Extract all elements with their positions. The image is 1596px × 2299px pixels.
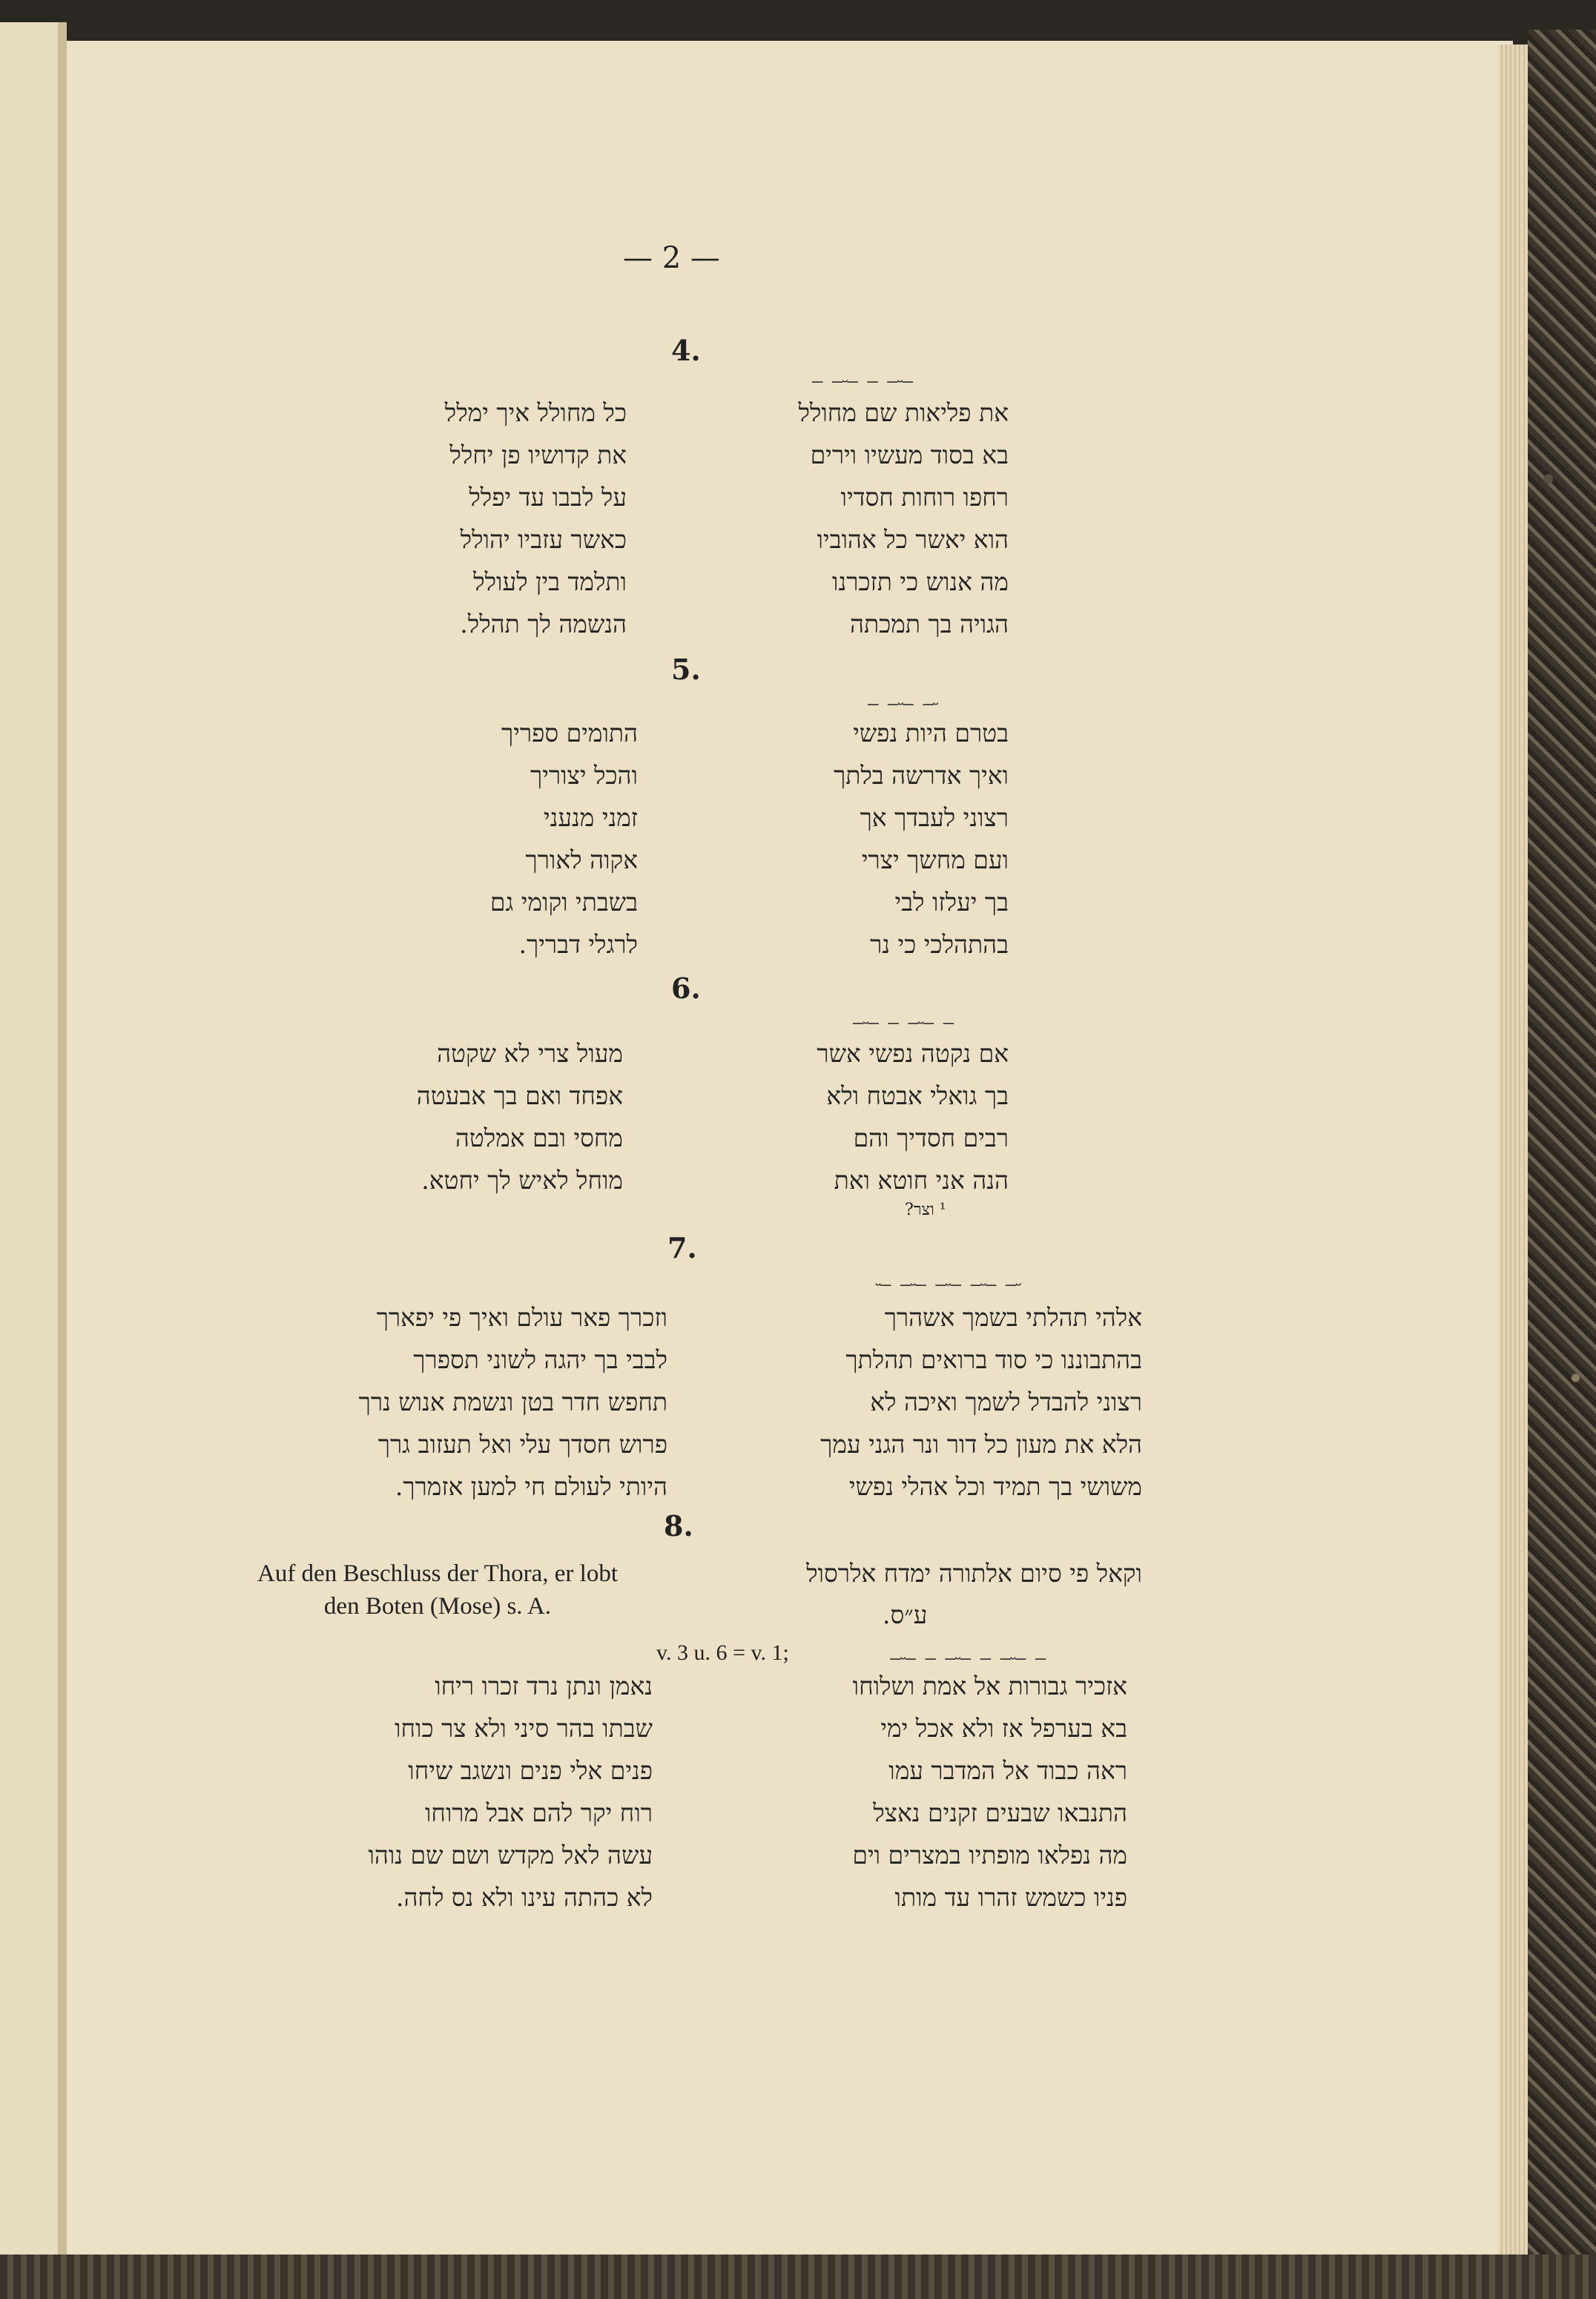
verse-line: את פליאות שם מחולל (798, 398, 1009, 427)
german-heading-line: den Boten (Mose) s. A. (323, 1593, 552, 1620)
verse-line: בהתבוננו כי סוד ברואים תהלתך (845, 1345, 1142, 1374)
verse-line: תחפש חדר בטן ונשמת אנוש נרך (358, 1388, 667, 1416)
verse-line: זמני מנעני (544, 803, 638, 832)
verse-line: מוחל לאיש לך יחטא. (421, 1166, 623, 1195)
verse-line: מה נפלאו מופתיו במצרים וים (852, 1841, 1127, 1870)
verse-line: ואיך אדרשה בלתך (834, 761, 1009, 790)
verse-line: על לבבו עד יפלל (469, 483, 627, 512)
verse-line: הגויה בך תמכתה (850, 610, 1009, 639)
verse-line: והכל יצוריך (530, 761, 638, 790)
verse-line: בך יעלזו לבי (894, 888, 1009, 917)
verse-line: אלהי תהלתי בשמך אשהרך (884, 1303, 1142, 1332)
german-heading-line: Auf den Beschluss der Thora, er lobt (257, 1560, 619, 1587)
verse-line: רצוני להבדל לשמך ואיכה לא (870, 1388, 1142, 1416)
verse-line: מעול צרי לא שקטה (437, 1039, 623, 1068)
verse-line: בך גואלי אבטח ולא (826, 1081, 1009, 1110)
footnote: ¹ וצר? (905, 1201, 946, 1219)
verse-line: נאמן ונתן נרד זכרו ריחו (435, 1672, 653, 1701)
verse-line: ועם מחשך יצרי (861, 845, 1009, 874)
verse-line: היותי לעולם חי למען אזמרך. (395, 1472, 667, 1501)
section-heading-german (208, 1557, 667, 1623)
poem-number: 4. (671, 334, 701, 367)
poem-number: 7. (667, 1231, 697, 1264)
verse-line: התומים ספריך (501, 719, 638, 748)
meter-scheme: –⏑– – –⏑– – –⏑– – (890, 1648, 1046, 1669)
verse-line: אפחד ואם בך אבעטה (416, 1081, 623, 1110)
verse-line: לרגלי דבריך. (518, 930, 638, 959)
marbled-cover-edge (1528, 30, 1596, 2277)
meter-note: v. 3 u. 6 = v. 1; (656, 1640, 789, 1665)
verse-line: אם נקטה נפשי אשר (817, 1039, 1009, 1068)
poem-left-column (326, 712, 638, 966)
verse-line: ראה כבוד אל המדבר עמו (888, 1756, 1127, 1785)
verse-line: הנשמה לך תהלל. (460, 610, 627, 639)
verse-line: הלא את מעון כל דור ונר הגני עמך (820, 1430, 1142, 1459)
verse-line: בהתהלכי כי נר (870, 930, 1009, 959)
poem-right-column (690, 712, 1009, 966)
verse-line: כאשר עזביו יהולל (460, 525, 627, 554)
meter-scheme: –⏑– – –⏑– – (853, 1012, 954, 1033)
poem-number: 6. (671, 972, 701, 1005)
poem-left-column (267, 1665, 653, 1919)
page-number-header: — 2 — (623, 241, 720, 275)
verse-line: פרוש חסדך עלי ואל תעזוב גרך (377, 1430, 667, 1459)
verse-line: פנים אלי פנים ונשגב שיחו (408, 1756, 653, 1785)
verse-line: בא בערפל אז ולא אכל ימי (880, 1714, 1127, 1743)
verse-line: מה אנוש כי תזכרנו (832, 567, 1009, 596)
meter-scheme: – –⏑– –⏑ (868, 693, 938, 714)
book-gutter (58, 22, 67, 2255)
verse-line: הנה אני חוטא ואת (834, 1166, 1009, 1195)
verse-line: הוא יאשר כל אהוביו (817, 525, 1009, 554)
meter-scheme: ⏑– –⏑– –⏑– –⏑– –⏑ (875, 1274, 1021, 1295)
poem-right-column (690, 1296, 1142, 1508)
poem-left-column (267, 1296, 667, 1508)
verse-line: משושי בך תמיד וכל אהלי נפשי (848, 1472, 1142, 1501)
poem-number: 8. (664, 1509, 693, 1543)
verse-line: עשה לאל מקדש ושם שם נוהו (368, 1841, 653, 1870)
poem-left-column (326, 392, 627, 645)
section-heading-judeo-arabic-cont: ע״ס. (883, 1600, 928, 1629)
verse-line: רבים חסדיך והם (853, 1124, 1009, 1152)
verse-line: בשבתי וקומי גם (489, 888, 638, 917)
poem-number: 5. (671, 653, 701, 686)
poem-right-column (705, 1665, 1127, 1919)
verse-line: מחסי ובם אמלטה (455, 1124, 623, 1152)
verse-line: לא כהתה עינו ולא נס לחה. (395, 1883, 653, 1912)
verse-line: בא בסוד מעשיו וירים (810, 441, 1009, 469)
meter-scheme: – –⏑– – –⏑– (812, 371, 913, 392)
verse-line: פניו כשמש זהרו עד מותו (894, 1883, 1127, 1912)
verse-line: בטרם היות נפשי (853, 719, 1009, 748)
verse-line: רצוני לעבדך אך (860, 803, 1009, 832)
verse-line: אקוה לאורך (525, 845, 638, 874)
poem-right-column (690, 392, 1009, 645)
facing-page-edge (0, 22, 60, 2255)
verse-line: את קדושיו פן יחלל (449, 441, 627, 469)
verse-line: ותלמד בין לעולל (473, 567, 627, 596)
verse-line: כל מחולל איך ימלל (444, 398, 627, 427)
verse-line: רוח יקר להם אבל מרוחו (424, 1798, 653, 1827)
bottom-cover-edge (0, 2255, 1596, 2299)
verse-line: התנבאו שבעים זקנים נאצל (873, 1798, 1127, 1827)
verse-line: וזכרך פאר עולם ואיך פי יפארך (376, 1303, 667, 1332)
verse-line: שבתו בהר סיני ולא צר כוחו (395, 1714, 653, 1743)
section-heading-judeo-arabic: וקאל פי סיום אלתורה ימדח אלרסול (806, 1559, 1142, 1588)
page-block-edge (1498, 44, 1528, 2255)
verse-line: רחפו רוחות חסדיו (840, 483, 1009, 512)
poem-right-column (690, 1032, 1009, 1201)
verse-line: אזכיר גבורות אל אמת ושלוחו (852, 1672, 1127, 1701)
poem-left-column (326, 1032, 623, 1201)
verse-line: לבבי בך יהגה לשוני תספרך (413, 1345, 667, 1374)
